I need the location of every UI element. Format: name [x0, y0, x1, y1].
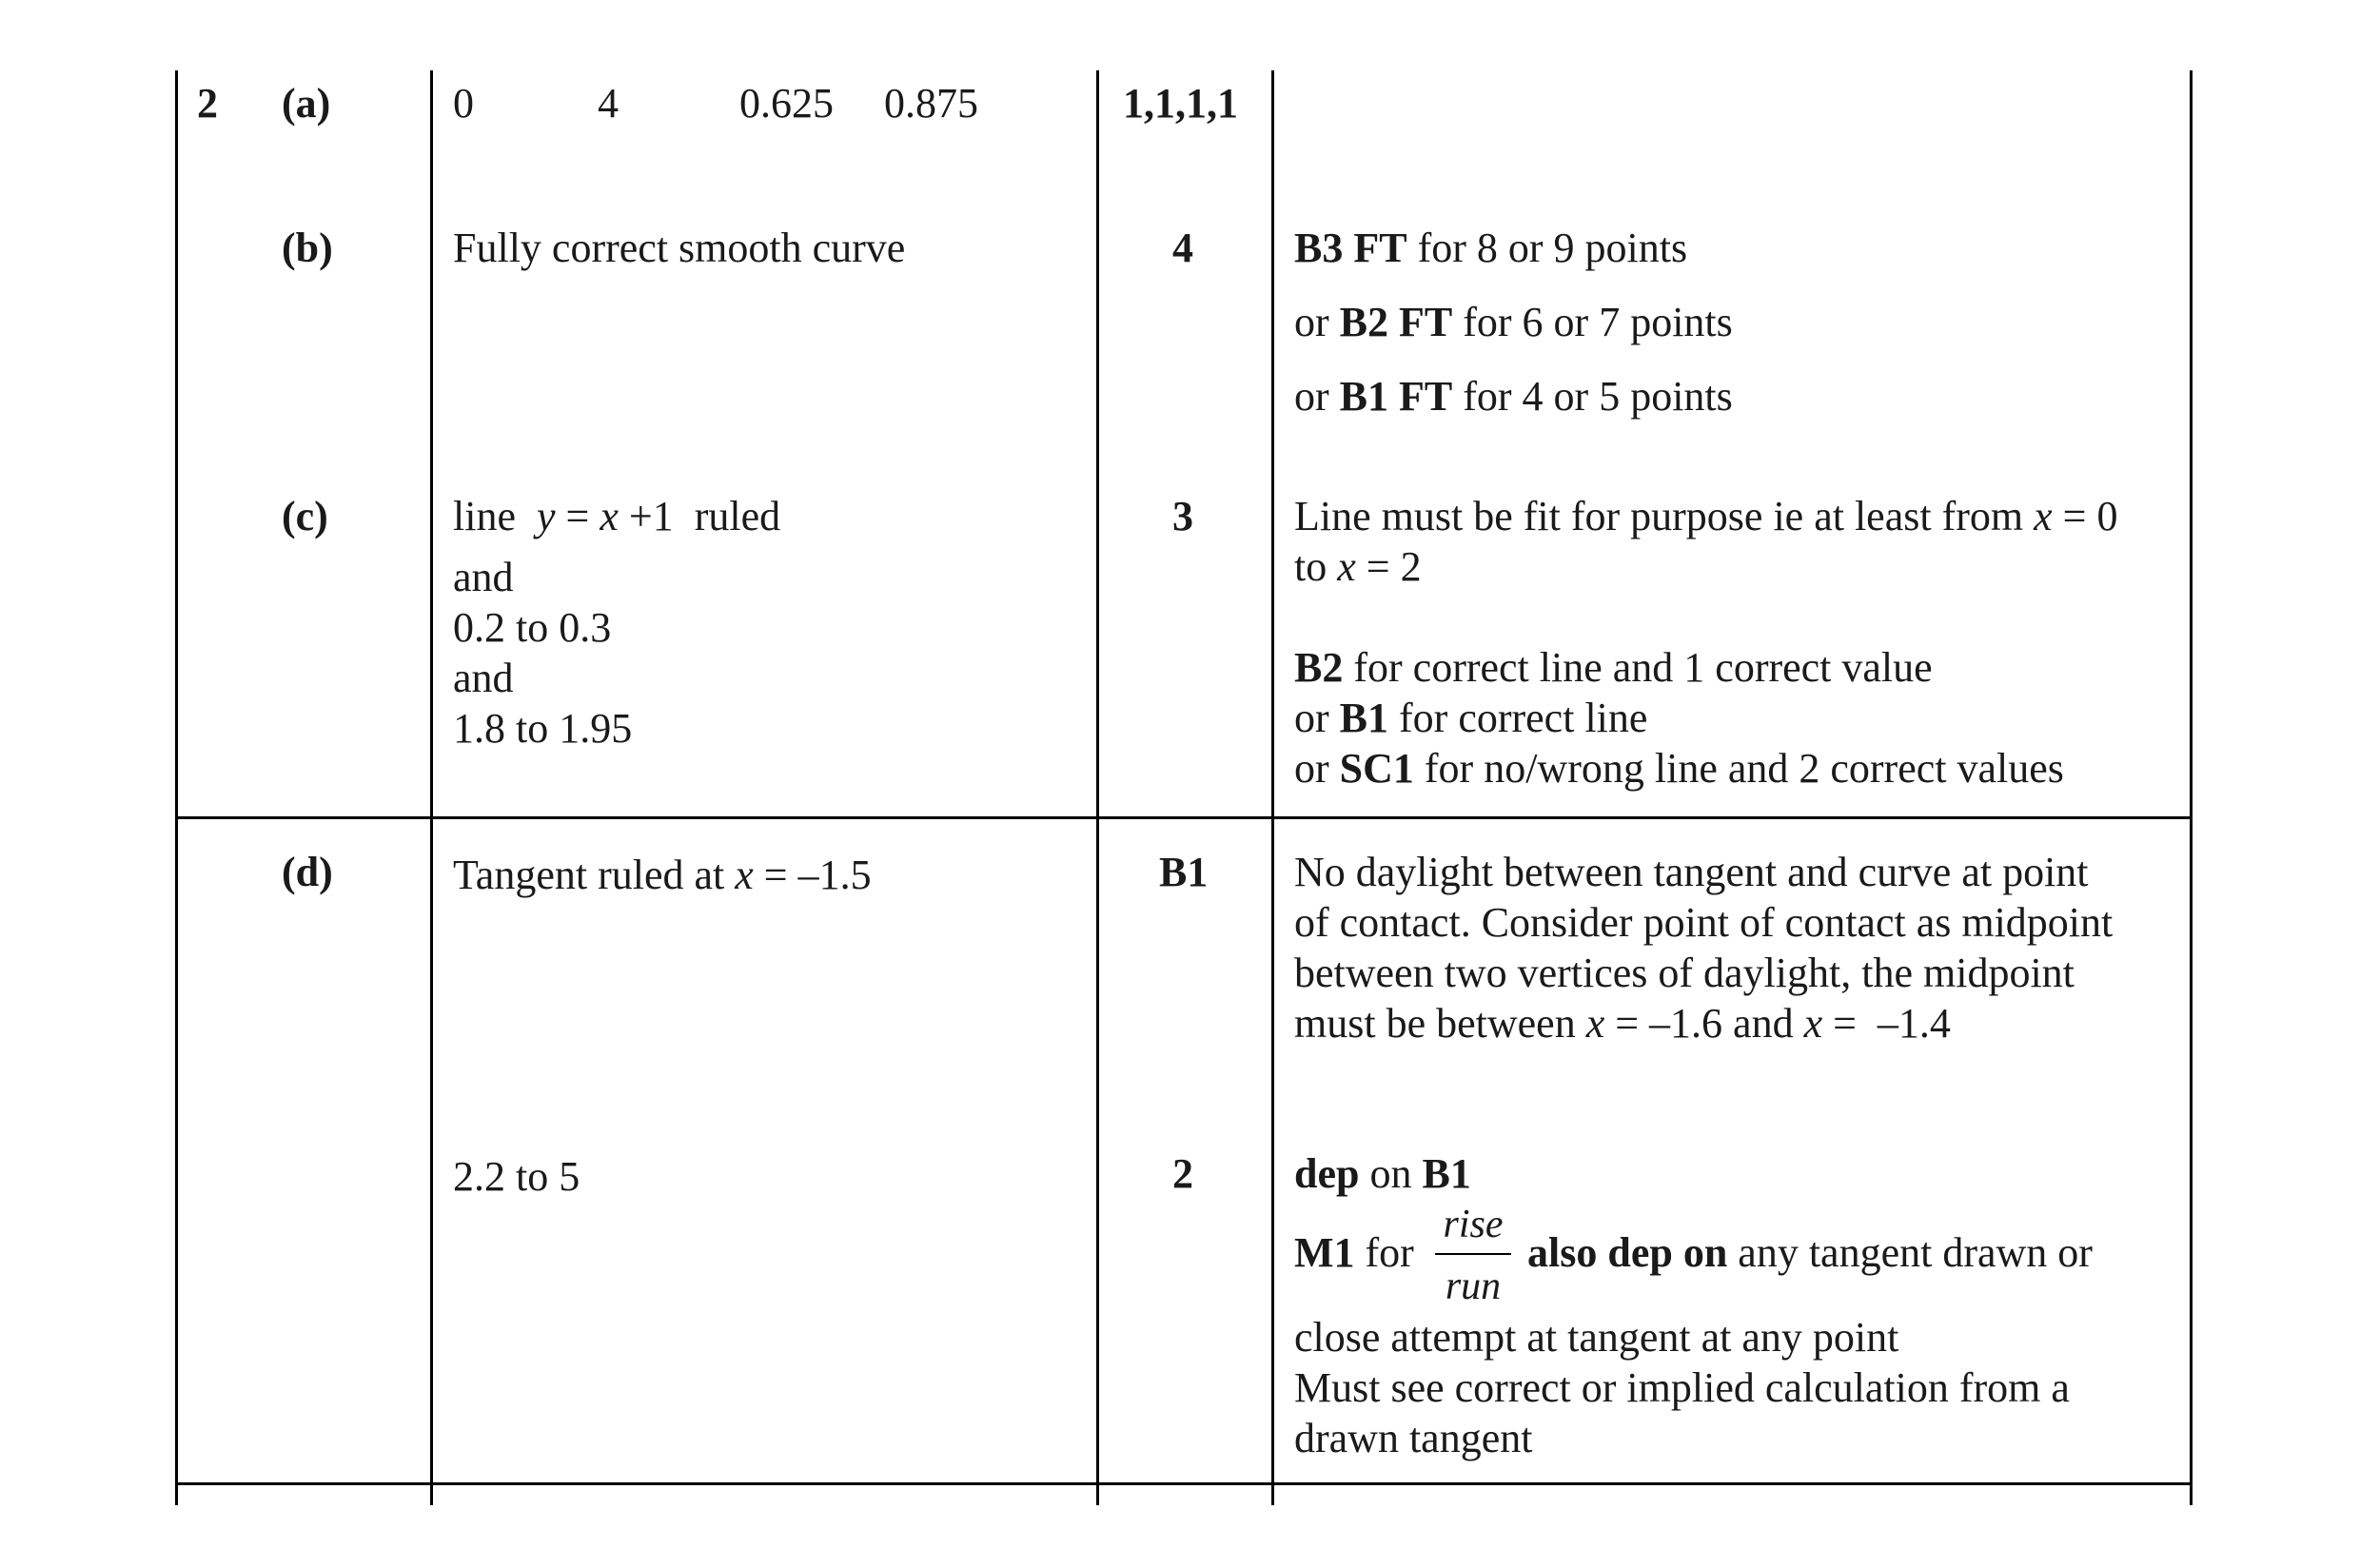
guidance-d-line-8: drawn tangent: [1294, 1415, 1533, 1461]
guidance-d-line-3: between two vertices of daylight, the midpoint: [1294, 950, 2075, 996]
guidance-d-line-4: must be between x = –1.6 and x = –1.4: [1294, 1000, 1951, 1047]
answer-c-line-2: and: [453, 554, 514, 600]
guidance-d-dep: dep on B1: [1294, 1150, 1471, 1197]
marks-d-2: 2: [1172, 1150, 1193, 1197]
question-number: 2: [197, 80, 218, 127]
guidance-d-line-1: No daylight between tangent and curve at point: [1294, 849, 2089, 895]
table-border-left: [175, 70, 178, 1505]
answer-c-line-equation: line y = x +1 ruled: [453, 493, 781, 539]
answer-d-gradient: 2.2 to 5: [453, 1153, 580, 1200]
marks-a: 1,1,1,1: [1123, 80, 1238, 127]
answer-a-value-2: 4: [598, 80, 619, 127]
table-divider-part: [430, 70, 433, 1505]
guidance-d-line-2: of contact. Consider point of contact as midpoint: [1294, 899, 2114, 946]
answer-c-line-4: and: [453, 655, 514, 701]
table-divider-answer: [1096, 70, 1099, 1505]
guidance-c-line-4: or B1 for correct line: [1294, 695, 1648, 741]
answer-c-line-5: 1.8 to 1.95: [453, 705, 633, 752]
guidance-d-m1-rest: also dep on any tangent drawn or: [1527, 1229, 2093, 1276]
answer-c-line-3: 0.2 to 0.3: [453, 604, 612, 651]
fraction-numerator: rise: [1443, 1203, 1504, 1246]
answer-a-value-3: 0.625: [739, 80, 834, 127]
table-border-right: [2190, 70, 2193, 1505]
guidance-c-fit-line-2: to x = 2: [1294, 543, 1422, 590]
answer-a-value-1: 0: [453, 80, 474, 127]
table-row-separator: [175, 816, 2193, 819]
fraction-denominator: run: [1445, 1264, 1502, 1308]
marks-d-1: B1: [1159, 849, 1209, 895]
guidance-b-line-1: B3 FT for 8 or 9 points: [1294, 225, 1688, 271]
fraction-bar: [1435, 1253, 1511, 1255]
guidance-c-fit-line-1: Line must be fit for purpose ie at least from x = 0: [1294, 493, 2118, 539]
part-label-a: (a): [282, 80, 331, 127]
guidance-d-m1-label: M1 for: [1294, 1229, 1414, 1276]
table-divider-marks: [1271, 70, 1274, 1505]
part-label-d: (d): [282, 849, 333, 895]
table-row-separator-bottom: [175, 1482, 2193, 1485]
marks-b: 4: [1172, 225, 1193, 271]
answer-d-tangent: Tangent ruled at x = –1.5: [453, 852, 872, 898]
marks-c: 3: [1172, 493, 1193, 539]
guidance-b-line-2: or B2 FT for 6 or 7 points: [1294, 299, 1733, 345]
guidance-d-line-7: Must see correct or implied calculation from a: [1294, 1364, 2070, 1411]
part-label-c: (c): [282, 493, 328, 539]
guidance-c-line-3: B2 for correct line and 1 correct value: [1294, 644, 1933, 691]
guidance-b-line-3: or B1 FT for 4 or 5 points: [1294, 373, 1733, 420]
guidance-d-line-6: close attempt at tangent at any point: [1294, 1314, 1899, 1361]
answer-a-value-4: 0.875: [884, 80, 978, 127]
guidance-c-line-5: or SC1 for no/wrong line and 2 correct values: [1294, 745, 2064, 792]
answer-b: Fully correct smooth curve: [453, 225, 906, 271]
part-label-b: (b): [282, 225, 333, 271]
